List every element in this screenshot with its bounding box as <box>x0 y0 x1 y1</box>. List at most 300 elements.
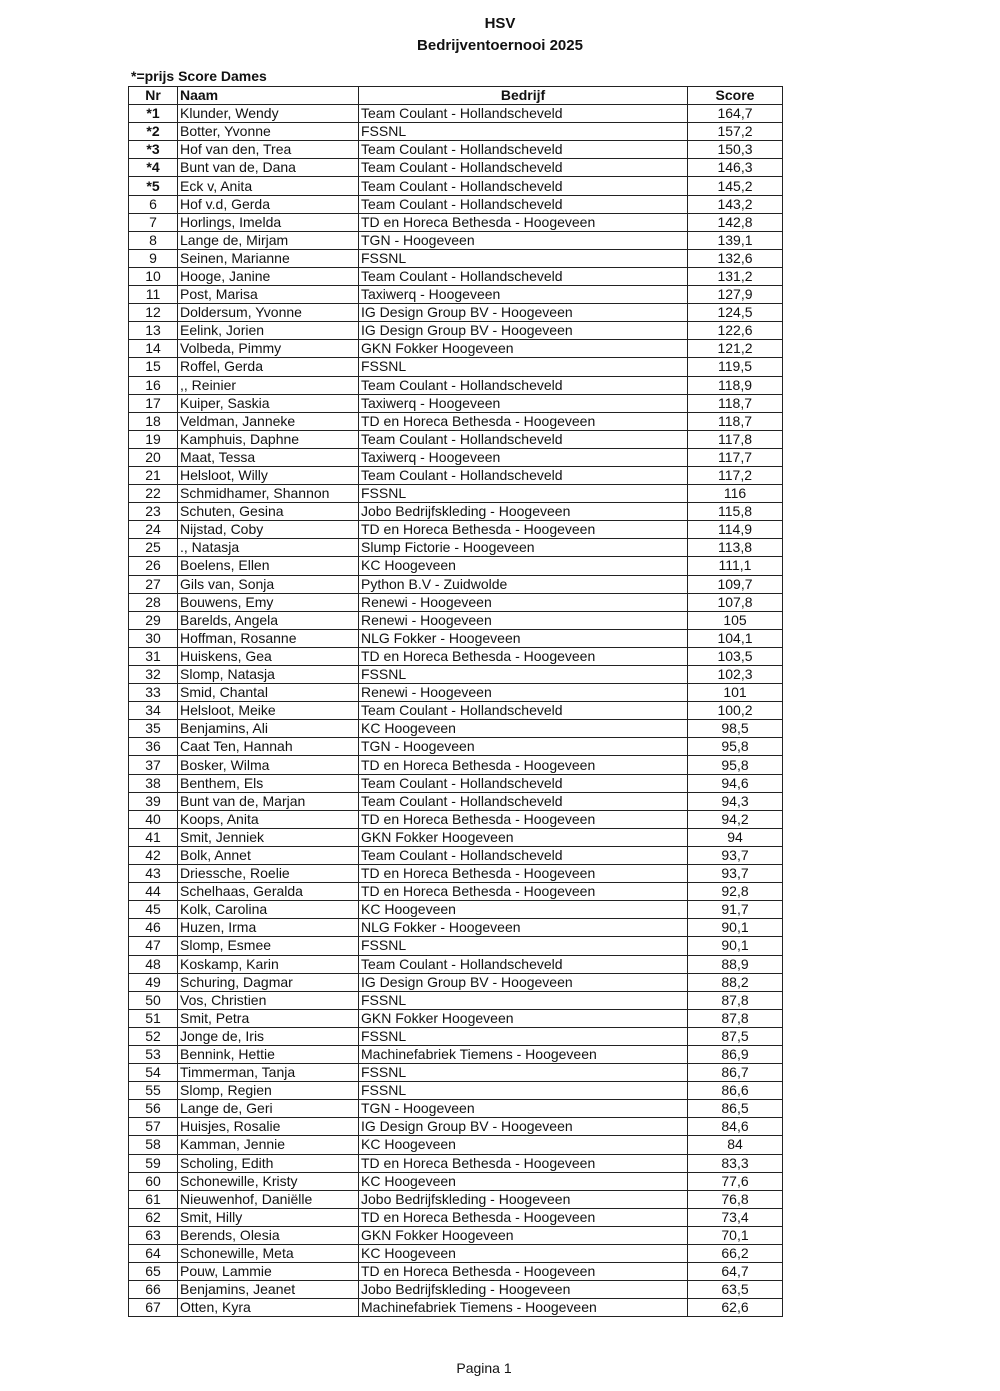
cell-score: 139,1 <box>688 231 783 249</box>
cell-nr: 21 <box>129 466 178 484</box>
cell-naam: Bennink, Hettie <box>178 1045 359 1063</box>
cell-naam: Helsloot, Meike <box>178 702 359 720</box>
cell-score: 94,3 <box>688 792 783 810</box>
cell-score: 95,8 <box>688 738 783 756</box>
cell-nr: 10 <box>129 267 178 285</box>
cell-naam: Scholing, Edith <box>178 1154 359 1172</box>
cell-naam: Post, Marisa <box>178 286 359 304</box>
table-row <box>129 1154 783 1172</box>
cell-nr: 30 <box>129 629 178 647</box>
table-row <box>129 1045 783 1063</box>
cell-score: 84,6 <box>688 1118 783 1136</box>
table-row <box>129 1027 783 1045</box>
table-row <box>129 593 783 611</box>
cell-bedrijf: Slump Fictorie - Hoogeveen <box>359 539 688 557</box>
table-row <box>129 792 783 810</box>
table-row <box>129 684 783 702</box>
cell-score: 121,2 <box>688 340 783 358</box>
cell-score: 93,7 <box>688 846 783 864</box>
cell-score: 76,8 <box>688 1190 783 1208</box>
cell-nr: 33 <box>129 684 178 702</box>
cell-bedrijf: Team Coulant - Hollandscheveld <box>359 141 688 159</box>
cell-nr: 50 <box>129 991 178 1009</box>
cell-bedrijf: IG Design Group BV - Hoogeveen <box>359 304 688 322</box>
cell-bedrijf: FSSNL <box>359 991 688 1009</box>
cell-naam: Kolk, Carolina <box>178 901 359 919</box>
cell-bedrijf: Machinefabriek Tiemens - Hoogeveen <box>359 1299 688 1317</box>
cell-bedrijf: FSSNL <box>359 1064 688 1082</box>
cell-bedrijf: KC Hoogeveen <box>359 1136 688 1154</box>
table-row <box>129 1226 783 1244</box>
cell-bedrijf: IG Design Group BV - Hoogeveen <box>359 322 688 340</box>
cell-bedrijf: TD en Horeca Bethesda - Hoogeveen <box>359 1154 688 1172</box>
cell-score: 88,2 <box>688 973 783 991</box>
cell-score: 101 <box>688 684 783 702</box>
cell-naam: Lange de, Mirjam <box>178 231 359 249</box>
cell-naam: Driessche, Roelie <box>178 865 359 883</box>
table-row <box>129 1082 783 1100</box>
cell-score: 64,7 <box>688 1263 783 1281</box>
table-row <box>129 249 783 267</box>
cell-nr: 38 <box>129 774 178 792</box>
table-row <box>129 231 783 249</box>
cell-naam: ,, Reinier <box>178 376 359 394</box>
cell-naam: Smit, Hilly <box>178 1208 359 1226</box>
cell-score: 116 <box>688 485 783 503</box>
cell-score: 86,5 <box>688 1100 783 1118</box>
cell-nr: 43 <box>129 865 178 883</box>
table-row <box>129 448 783 466</box>
cell-bedrijf: TD en Horeca Bethesda - Hoogeveen <box>359 412 688 430</box>
table-row <box>129 412 783 430</box>
cell-naam: Vos, Christien <box>178 991 359 1009</box>
scores-table <box>128 86 783 1317</box>
cell-naam: Kamphuis, Daphne <box>178 430 359 448</box>
cell-nr: 39 <box>129 792 178 810</box>
cell-naam: Slomp, Esmee <box>178 937 359 955</box>
cell-nr: 20 <box>129 448 178 466</box>
table-row <box>129 1190 783 1208</box>
cell-score: 119,5 <box>688 358 783 376</box>
cell-score: 66,2 <box>688 1245 783 1263</box>
cell-naam: Bosker, Wilma <box>178 756 359 774</box>
cell-bedrijf: FSSNL <box>359 937 688 955</box>
cell-score: 94,2 <box>688 810 783 828</box>
table-row <box>129 1136 783 1154</box>
cell-nr: 6 <box>129 195 178 213</box>
cell-naam: Koops, Anita <box>178 810 359 828</box>
cell-score: 77,6 <box>688 1172 783 1190</box>
cell-score: 118,9 <box>688 376 783 394</box>
table-header-row <box>129 87 783 105</box>
cell-nr: 12 <box>129 304 178 322</box>
cell-score: 122,6 <box>688 322 783 340</box>
cell-bedrijf: Jobo Bedrijfskleding - Hoogeveen <box>359 503 688 521</box>
cell-naam: Volbeda, Pimmy <box>178 340 359 358</box>
cell-nr: 47 <box>129 937 178 955</box>
table-row <box>129 919 783 937</box>
cell-nr: 57 <box>129 1118 178 1136</box>
cell-nr: *1 <box>129 105 178 123</box>
table-row <box>129 466 783 484</box>
cell-bedrijf: TD en Horeca Bethesda - Hoogeveen <box>359 865 688 883</box>
cell-naam: Berends, Olesia <box>178 1226 359 1244</box>
cell-bedrijf: Taxiwerq - Hoogeveen <box>359 448 688 466</box>
cell-score: 127,9 <box>688 286 783 304</box>
cell-score: 150,3 <box>688 141 783 159</box>
table-row <box>129 340 783 358</box>
cell-nr: 55 <box>129 1082 178 1100</box>
cell-naam: Smit, Petra <box>178 1009 359 1027</box>
cell-bedrijf: NLG Fokker - Hoogeveen <box>359 919 688 937</box>
cell-naam: Smit, Jenniek <box>178 828 359 846</box>
cell-nr: 67 <box>129 1299 178 1317</box>
cell-score: 118,7 <box>688 394 783 412</box>
table-row <box>129 1281 783 1299</box>
table-row <box>129 1208 783 1226</box>
cell-naam: Nieuwenhof, Daniëlle <box>178 1190 359 1208</box>
cell-nr: 46 <box>129 919 178 937</box>
cell-score: 164,7 <box>688 105 783 123</box>
cell-score: 86,6 <box>688 1082 783 1100</box>
cell-naam: Schonewille, Meta <box>178 1245 359 1263</box>
table-row <box>129 267 783 285</box>
cell-score: 117,8 <box>688 430 783 448</box>
header-bedrijf: Bedrijf <box>359 87 688 105</box>
table-row <box>129 1263 783 1281</box>
cell-nr: 42 <box>129 846 178 864</box>
cell-bedrijf: TGN - Hoogeveen <box>359 1100 688 1118</box>
table-row <box>129 141 783 159</box>
header-nr: Nr <box>129 87 178 105</box>
cell-score: 132,6 <box>688 249 783 267</box>
cell-bedrijf: FSSNL <box>359 358 688 376</box>
cell-bedrijf: TD en Horeca Bethesda - Hoogeveen <box>359 1263 688 1281</box>
cell-nr: 14 <box>129 340 178 358</box>
cell-nr: 13 <box>129 322 178 340</box>
cell-naam: Huiskens, Gea <box>178 647 359 665</box>
cell-naam: Schonewille, Kristy <box>178 1172 359 1190</box>
cell-score: 100,2 <box>688 702 783 720</box>
cell-score: 94 <box>688 828 783 846</box>
cell-score: 146,3 <box>688 159 783 177</box>
cell-score: 93,7 <box>688 865 783 883</box>
cell-bedrijf: IG Design Group BV - Hoogeveen <box>359 973 688 991</box>
cell-nr: 66 <box>129 1281 178 1299</box>
cell-naam: Eck v, Anita <box>178 177 359 195</box>
cell-score: 83,3 <box>688 1154 783 1172</box>
cell-bedrijf: Team Coulant - Hollandscheveld <box>359 267 688 285</box>
table-row <box>129 810 783 828</box>
cell-naam: Helsloot, Willy <box>178 466 359 484</box>
cell-naam: Horlings, Imelda <box>178 213 359 231</box>
cell-score: 86,7 <box>688 1064 783 1082</box>
cell-bedrijf: Renewi - Hoogeveen <box>359 593 688 611</box>
cell-nr: 62 <box>129 1208 178 1226</box>
cell-bedrijf: IG Design Group BV - Hoogeveen <box>359 1118 688 1136</box>
table-row <box>129 991 783 1009</box>
cell-score: 124,5 <box>688 304 783 322</box>
cell-score: 111,1 <box>688 557 783 575</box>
cell-naam: Schmidhamer, Shannon <box>178 485 359 503</box>
cell-bedrijf: TD en Horeca Bethesda - Hoogeveen <box>359 213 688 231</box>
table-row <box>129 611 783 629</box>
header-naam: Naam <box>178 87 359 105</box>
cell-bedrijf: GKN Fokker Hoogeveen <box>359 1226 688 1244</box>
cell-score: 91,7 <box>688 901 783 919</box>
cell-bedrijf: KC Hoogeveen <box>359 1172 688 1190</box>
table-row <box>129 503 783 521</box>
cell-nr: 17 <box>129 394 178 412</box>
cell-score: 104,1 <box>688 629 783 647</box>
cell-naam: Klunder, Wendy <box>178 105 359 123</box>
cell-nr: 18 <box>129 412 178 430</box>
cell-naam: Bunt van de, Dana <box>178 159 359 177</box>
cell-nr: 25 <box>129 539 178 557</box>
cell-nr: 32 <box>129 666 178 684</box>
cell-nr: 61 <box>129 1190 178 1208</box>
table-row <box>129 485 783 503</box>
table-row <box>129 159 783 177</box>
table-row <box>129 647 783 665</box>
table-row <box>129 738 783 756</box>
cell-naam: Botter, Yvonne <box>178 123 359 141</box>
table-row <box>129 358 783 376</box>
cell-bedrijf: GKN Fokker Hoogeveen <box>359 828 688 846</box>
cell-score: 114,9 <box>688 521 783 539</box>
cell-score: 87,8 <box>688 991 783 1009</box>
cell-score: 143,2 <box>688 195 783 213</box>
table-row <box>129 195 783 213</box>
table-row <box>129 973 783 991</box>
cell-nr: 60 <box>129 1172 178 1190</box>
table-row <box>129 1245 783 1263</box>
cell-score: 92,8 <box>688 883 783 901</box>
cell-nr: 27 <box>129 575 178 593</box>
cell-score: 109,7 <box>688 575 783 593</box>
cell-bedrijf: TD en Horeca Bethesda - Hoogeveen <box>359 1208 688 1226</box>
cell-score: 117,7 <box>688 448 783 466</box>
cell-bedrijf: TD en Horeca Bethesda - Hoogeveen <box>359 521 688 539</box>
cell-nr: 53 <box>129 1045 178 1063</box>
cell-bedrijf: Machinefabriek Tiemens - Hoogeveen <box>359 1045 688 1063</box>
cell-naam: Caat Ten, Hannah <box>178 738 359 756</box>
cell-nr: 24 <box>129 521 178 539</box>
table-row <box>129 521 783 539</box>
cell-nr: 29 <box>129 611 178 629</box>
cell-nr: 48 <box>129 955 178 973</box>
cell-nr: 52 <box>129 1027 178 1045</box>
cell-naam: Hooge, Janine <box>178 267 359 285</box>
cell-score: 62,6 <box>688 1299 783 1317</box>
cell-bedrijf: Python B.V - Zuidwolde <box>359 575 688 593</box>
cell-bedrijf: Renewi - Hoogeveen <box>359 684 688 702</box>
cell-bedrijf: Taxiwerq - Hoogeveen <box>359 286 688 304</box>
table-body <box>129 105 783 1317</box>
cell-nr: 11 <box>129 286 178 304</box>
cell-nr: *5 <box>129 177 178 195</box>
cell-score: 131,2 <box>688 267 783 285</box>
table-row <box>129 213 783 231</box>
table-row <box>129 322 783 340</box>
cell-score: 102,3 <box>688 666 783 684</box>
cell-nr: *4 <box>129 159 178 177</box>
cell-bedrijf: Team Coulant - Hollandscheveld <box>359 195 688 213</box>
cell-nr: 7 <box>129 213 178 231</box>
cell-nr: 37 <box>129 756 178 774</box>
cell-score: 86,9 <box>688 1045 783 1063</box>
table-row <box>129 883 783 901</box>
table-row <box>129 865 783 883</box>
cell-bedrijf: TD en Horeca Bethesda - Hoogeveen <box>359 756 688 774</box>
cell-naam: Huisjes, Rosalie <box>178 1118 359 1136</box>
cell-bedrijf: FSSNL <box>359 666 688 684</box>
table-row <box>129 304 783 322</box>
cell-bedrijf: Team Coulant - Hollandscheveld <box>359 105 688 123</box>
cell-naam: ., Natasja <box>178 539 359 557</box>
table-row <box>129 1172 783 1190</box>
cell-score: 63,5 <box>688 1281 783 1299</box>
cell-naam: Lange de, Geri <box>178 1100 359 1118</box>
cell-nr: 65 <box>129 1263 178 1281</box>
cell-naam: Timmerman, Tanja <box>178 1064 359 1082</box>
cell-score: 90,1 <box>688 919 783 937</box>
cell-score: 142,8 <box>688 213 783 231</box>
cell-bedrijf: Team Coulant - Hollandscheveld <box>359 430 688 448</box>
cell-score: 87,8 <box>688 1009 783 1027</box>
cell-naam: Roffel, Gerda <box>178 358 359 376</box>
cell-bedrijf: KC Hoogeveen <box>359 1245 688 1263</box>
cell-naam: Huzen, Irma <box>178 919 359 937</box>
cell-naam: Veldman, Janneke <box>178 412 359 430</box>
table-row <box>129 557 783 575</box>
cell-score: 115,8 <box>688 503 783 521</box>
cell-nr: 34 <box>129 702 178 720</box>
cell-naam: Eelink, Jorien <box>178 322 359 340</box>
table-row <box>129 1009 783 1027</box>
table-row <box>129 394 783 412</box>
cell-naam: Doldersum, Yvonne <box>178 304 359 322</box>
table-row <box>129 123 783 141</box>
cell-naam: Hoffman, Rosanne <box>178 629 359 647</box>
cell-nr: 28 <box>129 593 178 611</box>
cell-bedrijf: Team Coulant - Hollandscheveld <box>359 159 688 177</box>
cell-naam: Hof v.d, Gerda <box>178 195 359 213</box>
cell-naam: Seinen, Marianne <box>178 249 359 267</box>
cell-score: 70,1 <box>688 1226 783 1244</box>
cell-nr: 19 <box>129 430 178 448</box>
table-row <box>129 937 783 955</box>
cell-bedrijf: Renewi - Hoogeveen <box>359 611 688 629</box>
cell-naam: Kuiper, Saskia <box>178 394 359 412</box>
cell-bedrijf: Team Coulant - Hollandscheveld <box>359 177 688 195</box>
cell-bedrijf: FSSNL <box>359 1082 688 1100</box>
cell-bedrijf: Team Coulant - Hollandscheveld <box>359 702 688 720</box>
cell-nr: 26 <box>129 557 178 575</box>
cell-bedrijf: TD en Horeca Bethesda - Hoogeveen <box>359 883 688 901</box>
cell-nr: 49 <box>129 973 178 991</box>
cell-naam: Benjamins, Ali <box>178 720 359 738</box>
table-row <box>129 846 783 864</box>
header-score: Score <box>688 87 783 105</box>
cell-nr: 22 <box>129 485 178 503</box>
table-row <box>129 828 783 846</box>
cell-score: 118,7 <box>688 412 783 430</box>
cell-nr: 45 <box>129 901 178 919</box>
cell-naam: Jonge de, Iris <box>178 1027 359 1045</box>
cell-nr: 35 <box>129 720 178 738</box>
table-row <box>129 1118 783 1136</box>
cell-nr: 41 <box>129 828 178 846</box>
cell-naam: Benthem, Els <box>178 774 359 792</box>
cell-nr: 23 <box>129 503 178 521</box>
cell-score: 87,5 <box>688 1027 783 1045</box>
table-row <box>129 666 783 684</box>
cell-naam: Pouw, Lammie <box>178 1263 359 1281</box>
cell-nr: *3 <box>129 141 178 159</box>
cell-nr: 44 <box>129 883 178 901</box>
cell-score: 107,8 <box>688 593 783 611</box>
cell-bedrijf: GKN Fokker Hoogeveen <box>359 340 688 358</box>
cell-score: 145,2 <box>688 177 783 195</box>
cell-nr: 8 <box>129 231 178 249</box>
cell-naam: Nijstad, Coby <box>178 521 359 539</box>
cell-naam: Gils van, Sonja <box>178 575 359 593</box>
cell-score: 98,5 <box>688 720 783 738</box>
cell-score: 94,6 <box>688 774 783 792</box>
document-subtitle: Bedrijventoernooi 2025 <box>417 37 583 54</box>
cell-bedrijf: TD en Horeca Bethesda - Hoogeveen <box>359 810 688 828</box>
cell-bedrijf: GKN Fokker Hoogeveen <box>359 1009 688 1027</box>
cell-nr: 56 <box>129 1100 178 1118</box>
cell-naam: Otten, Kyra <box>178 1299 359 1317</box>
cell-nr: 31 <box>129 647 178 665</box>
cell-bedrijf: NLG Fokker - Hoogeveen <box>359 629 688 647</box>
page-number: Pagina 1 <box>456 1360 512 1376</box>
cell-score: 113,8 <box>688 539 783 557</box>
cell-bedrijf: Team Coulant - Hollandscheveld <box>359 466 688 484</box>
table-row <box>129 1100 783 1118</box>
cell-nr: 16 <box>129 376 178 394</box>
cell-score: 95,8 <box>688 756 783 774</box>
cell-naam: Barelds, Angela <box>178 611 359 629</box>
cell-nr: 40 <box>129 810 178 828</box>
cell-bedrijf: Taxiwerq - Hoogeveen <box>359 394 688 412</box>
cell-bedrijf: Jobo Bedrijfskleding - Hoogeveen <box>359 1190 688 1208</box>
cell-bedrijf: Jobo Bedrijfskleding - Hoogeveen <box>359 1281 688 1299</box>
cell-naam: Benjamins, Jeanet <box>178 1281 359 1299</box>
cell-score: 88,9 <box>688 955 783 973</box>
document-title: HSV <box>484 15 516 32</box>
cell-naam: Hof van den, Trea <box>178 141 359 159</box>
cell-naam: Schelhaas, Geralda <box>178 883 359 901</box>
cell-nr: 54 <box>129 1064 178 1082</box>
cell-naam: Schuten, Gesina <box>178 503 359 521</box>
cell-naam: Schuring, Dagmar <box>178 973 359 991</box>
table-row <box>129 376 783 394</box>
table-row <box>129 1064 783 1082</box>
cell-score: 157,2 <box>688 123 783 141</box>
cell-bedrijf: KC Hoogeveen <box>359 720 688 738</box>
cell-nr: 58 <box>129 1136 178 1154</box>
cell-naam: Slomp, Regien <box>178 1082 359 1100</box>
cell-bedrijf: KC Hoogeveen <box>359 901 688 919</box>
table-row <box>129 539 783 557</box>
table-row <box>129 286 783 304</box>
cell-bedrijf: Team Coulant - Hollandscheveld <box>359 376 688 394</box>
cell-naam: Maat, Tessa <box>178 448 359 466</box>
cell-nr: 36 <box>129 738 178 756</box>
